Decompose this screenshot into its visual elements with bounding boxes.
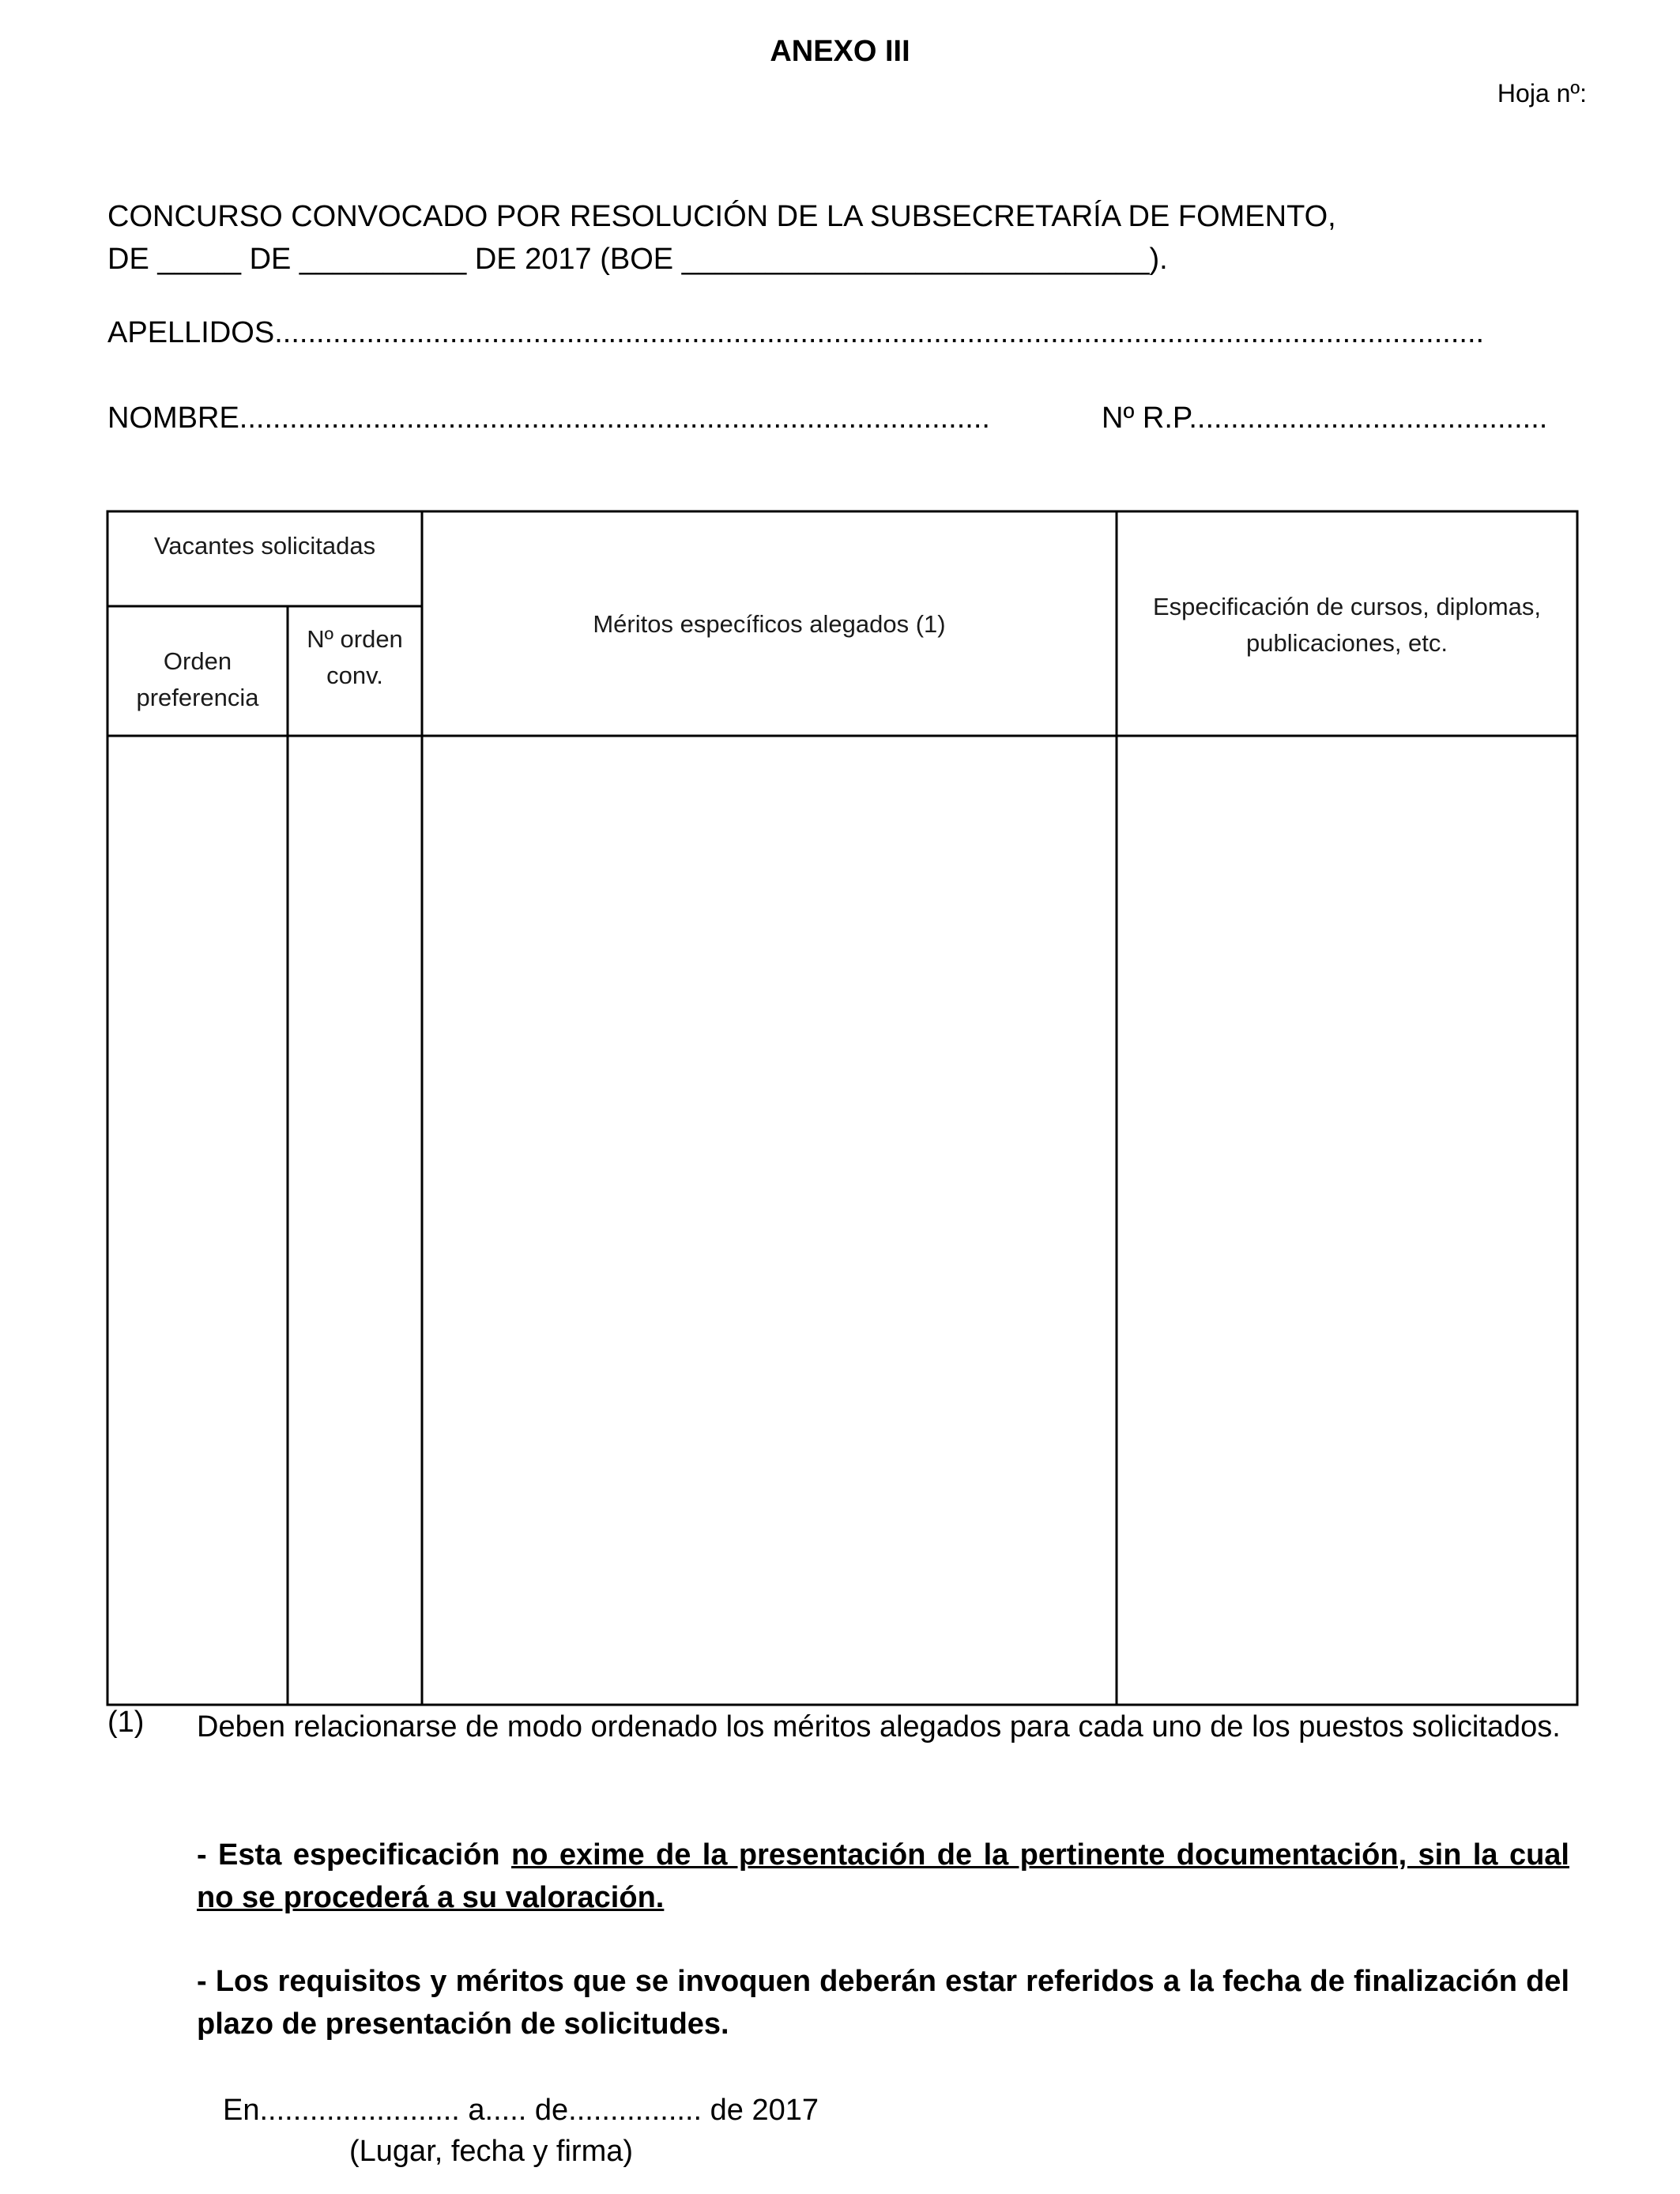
note-documentation	[197, 1834, 1569, 1919]
nrp-field: Nº R.P...........................................	[1102, 401, 1548, 435]
note-documentation-underlined: no exime de la presentación de la pertinente documentación, sin la cual no se procederá a su valoración.	[197, 1838, 1569, 1914]
nombre-field: NOMBRE..........................................................................................	[107, 401, 990, 435]
page-number-label: Hoja nº:	[1497, 79, 1587, 107]
vacantes-header: Vacantes solicitadas	[153, 532, 376, 560]
footnote-text: Deben relacionarse de modo ordenado los méritos alegados para cada uno de los puestos solicitados.	[197, 1710, 1561, 1744]
meritos-header: Méritos específicos alegados (1)	[593, 610, 946, 638]
orden-preferencia-header: Orden preferencia	[136, 647, 259, 711]
note-requirements: - Los requisitos y méritos que se invoquen deberán estar referidos a la fecha de finalización del plazo de presentación de solicitudes.	[197, 1965, 1569, 2041]
concurso-line-1: CONCURSO CONVOCADO POR RESOLUCIÓN DE LA SUBSECRETARÍA DE FOMENTO,	[107, 200, 1336, 233]
concurso-line-2: DE _____ DE __________ DE 2017 (BOE ____________________________).	[107, 243, 1168, 276]
num-orden-header: Nº orden conv.	[307, 625, 403, 689]
signature-caption: (Lugar, fecha y firma)	[349, 2135, 634, 2168]
apellidos-field: APELLIDOS.................................................................................................................................................	[107, 316, 1485, 349]
signature-line: En........................ a..... de................ de 2017	[223, 2094, 819, 2127]
document-title: ANEXO III	[770, 35, 910, 68]
note-documentation-lead: - Esta especificación	[197, 1838, 512, 1872]
especificacion-header: Especificación de cursos, diplomas, publicaciones, etc.	[1152, 593, 1542, 657]
footnote-marker: (1)	[107, 1706, 145, 1739]
